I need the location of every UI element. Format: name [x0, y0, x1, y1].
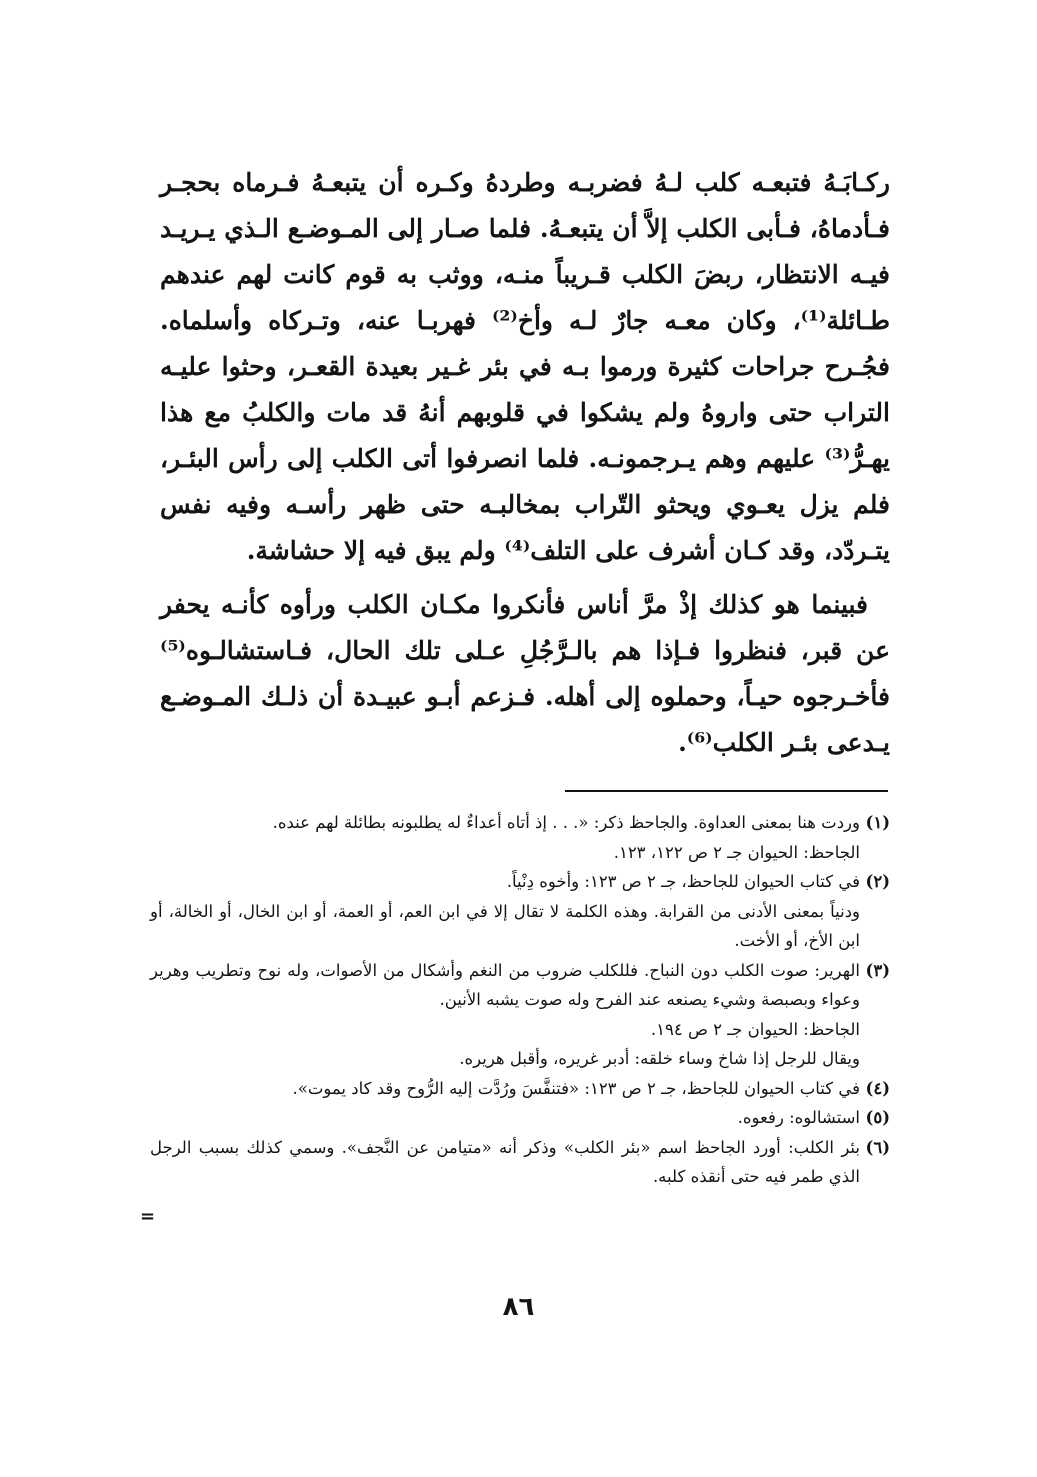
footnote-number: (٤): [865, 1078, 890, 1098]
footnote-line: الجاحظ: الحيوان جـ ٢ ص ١٢٢، ١٢٣.: [613, 842, 860, 862]
footnote-divider: [565, 790, 888, 792]
footnotes: [150, 808, 890, 1192]
footnote-line: ودنياً بمعنى الأدنى من القرابة. وهذه الكلمة لا تقال إلا في ابن العم، أو العمة، أو ابن الخال، أو الخالة، أو ابن الأخ، أو الأخت.: [150, 901, 860, 950]
footnote-line: ويقال للرجل إذا شاخ وساء خلقه: أدبر غريره، وأقبل هريره.: [459, 1049, 860, 1068]
footnote-line: الهرير: صوت الكلب دون النباح. فللكلب ضروب من النغم وأشكال من الأصوات، وله نوح وتطريب وهرير وعواء وبصبصة وشيء يصنعه عند الفرح وله صوت يشبه الأنين.: [150, 960, 860, 1009]
footnote-number: (١): [865, 813, 890, 832]
footnote-number: (٦): [865, 1137, 890, 1157]
footnote-number: (٢): [865, 872, 890, 891]
footnote-line: وردت هنا بمعنى العداوة. والجاحظ ذكر: «. . . إذ أتاه أعداءٌ له يطلبونه بطائلة لهم عنده.: [272, 813, 860, 832]
paragraph-1: ركـابَـهُ فتبعـه كلب لـهُ فضربـه وطردهُ وكـره أن يتبعـهُ فـرماه بحجـر فـأدماهُ، فـأبى الكلب إلاَّ أن يتبعـهُ. فلما صـار إلى المـوضـع الـذي يـريـد فيـه الانتظار، ربضَ الكلب قـريباً منـه، ووثب به قوم كانت لهم عندهم طـائلة⁽¹⁾، وكان معـه جارٌ لـه وأخ⁽²⁾ فهربـا عنه، وتـركاه وأسلماه. فجُـرح جراحات كثيرة ورموا بـه في بئر غـير بعيدة القعـر، وحثوا عليـه التراب حتى واروهُ ولم يشكوا في قلوبهم أنهُ قد مات والكلبُ مع هذا يهـرُّ⁽³⁾ عليهم وهم يـرجمونـه. فلما انصرفوا أتى الكلب إلى رأس البئـر، فلم يزل يعـوي ويحثو التّراب بمخالبـه حتى ظهر رأسـه وفيه نفس يتـردّد، وقد كـان أشرف على التلف⁽⁴⁾ ولم يبق فيه إلا حشاشة.: [160, 168, 890, 565]
footnote-line: بئر الكلب: أورد الجاحظ اسم «بئر الكلب» وذكر أنه «متيامن عن النَّجف». وسمي كذلك بسبب الرجل الذي طمر فيه حتى أنقذه كلبه.: [150, 1137, 861, 1186]
footnote-line: في كتاب الحيوان للجاحظ، جـ ٢ ص ١٢٣: وأخوه دِنْياً.: [506, 872, 860, 891]
main-text: [160, 160, 890, 766]
footnote-number: (٥): [865, 1108, 890, 1127]
footnote-6: [150, 1133, 890, 1192]
footnote-1: [150, 808, 890, 867]
page-number: ٨٦: [502, 1292, 535, 1322]
footnote-3: [150, 956, 890, 1074]
margin-mark: =: [140, 1206, 156, 1227]
footnote-2: [150, 867, 890, 956]
footnote-5: [150, 1103, 890, 1133]
paragraph-2: فبينما هو كذلك إذْ مرَّ أناس فأنكروا مكـان الكلب ورأوه كأنـه يحفر عن قبر، فنظروا فـإذا هم بالـرَّجُلِ عـلى تلك الحال، فـاستشالـوه⁽⁵⁾ فأخـرجوه حيـاً، وحملوه إلى أهله. فـزعم أبـو عبيـدة أن ذلـك المـوضـع يـدعى بئـر الكلب⁽⁶⁾.: [160, 590, 890, 757]
footnote-line: في كتاب الحيوان للجاحظ، جـ ٢ ص ١٢٣: «فتنفَّسَ ورُدَّت إليه الرُّوح وقد كاد يموت».: [292, 1078, 860, 1098]
footnote-number: (٣): [865, 960, 890, 980]
footnote-line: الجاحظ: الحيوان جـ ٢ ص ١٩٤.: [650, 1019, 860, 1039]
footnote-4: [150, 1074, 890, 1104]
footnote-line: استشالوه: رفعوه.: [737, 1108, 860, 1127]
